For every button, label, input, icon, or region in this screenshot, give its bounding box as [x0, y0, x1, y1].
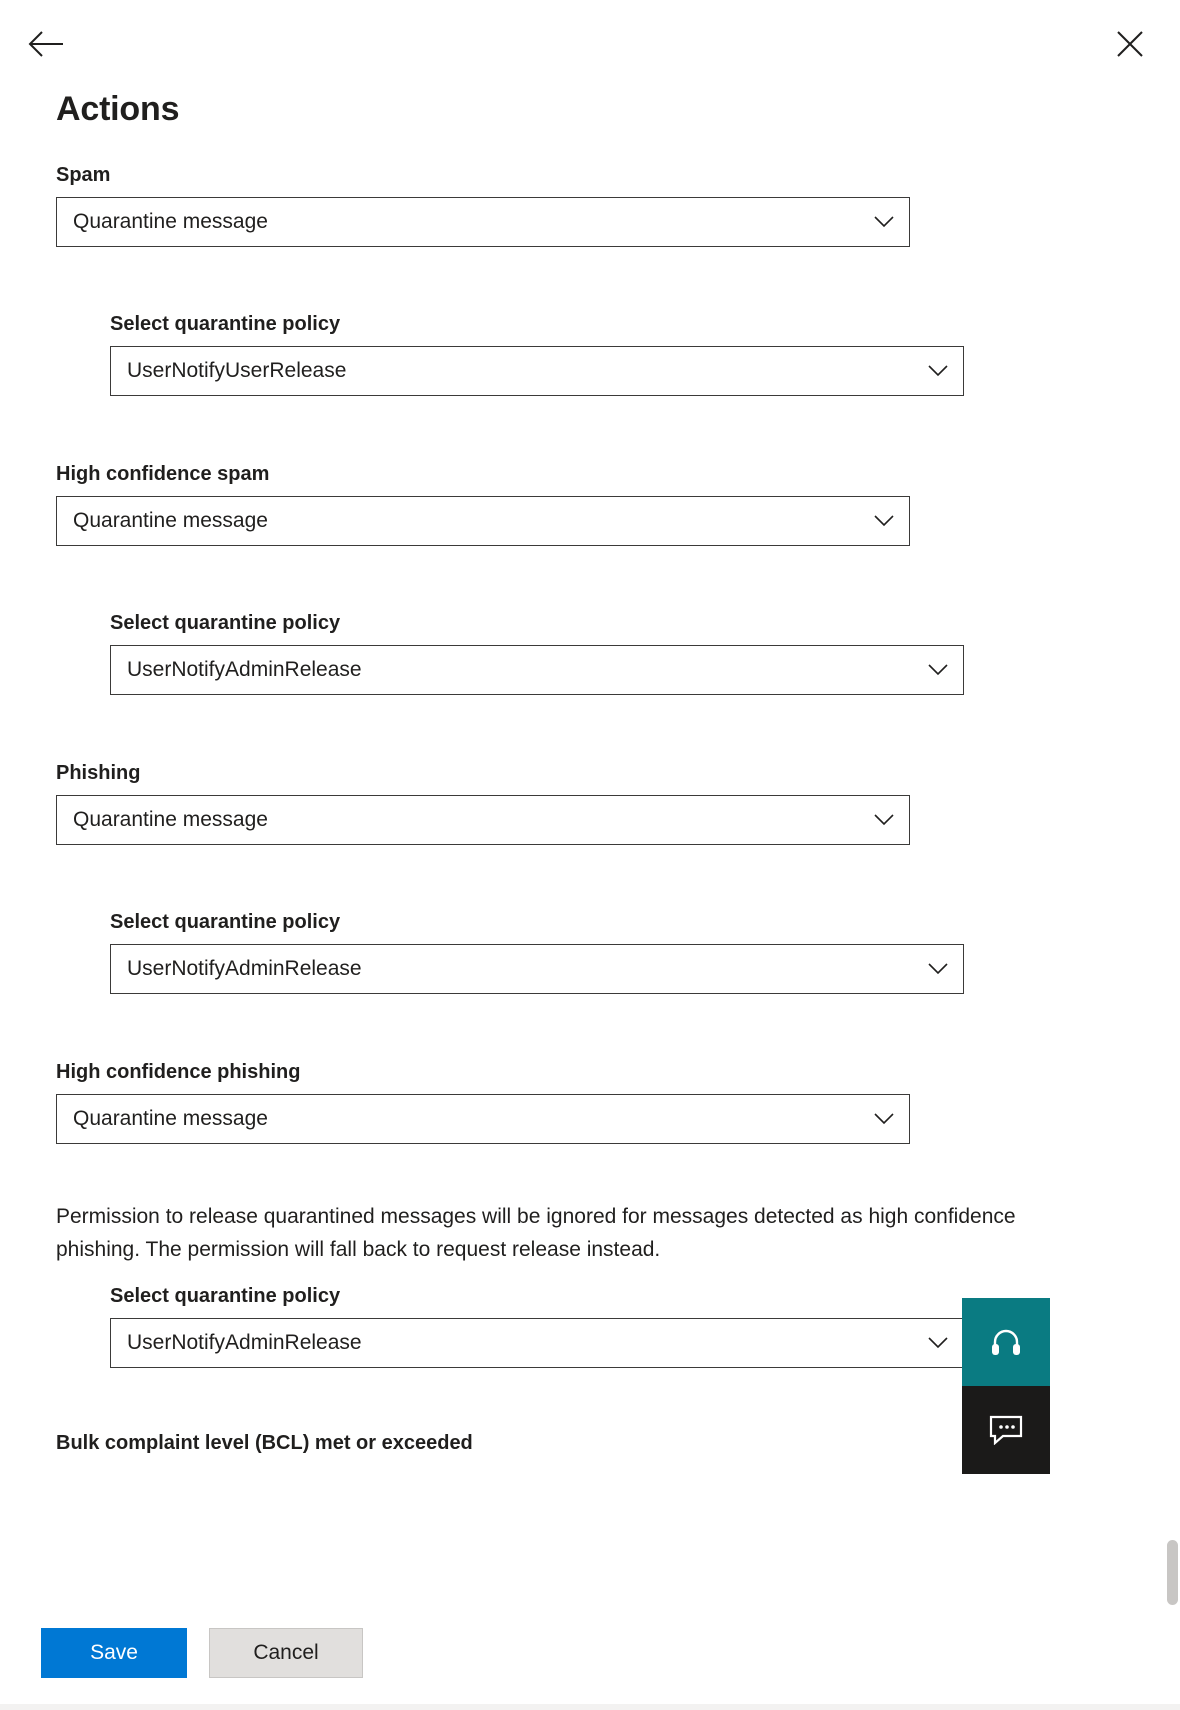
save-button[interactable]: Save — [41, 1628, 187, 1678]
vertical-scrollbar[interactable] — [1164, 0, 1180, 1605]
field-label-phishing: Phishing — [56, 762, 141, 784]
field-label-high-confidence-spam: High confidence spam — [56, 463, 270, 485]
chevron-down-icon — [927, 360, 949, 382]
field-high-confidence-spam — [56, 463, 910, 546]
dropdown-high-confidence-spam-action-value: Quarantine message — [73, 509, 268, 532]
chevron-down-icon — [873, 809, 895, 831]
dropdown-high-confidence-spam-policy[interactable] — [110, 645, 964, 695]
chevron-down-icon — [873, 1108, 895, 1130]
dropdown-phishing-action-value: Quarantine message — [73, 808, 268, 831]
dropdown-spam-policy-value: UserNotifyUserRelease — [127, 359, 347, 382]
field-label-spam: Spam — [56, 164, 111, 186]
field-high-confidence-phishing-policy — [110, 1285, 964, 1368]
field-label-high-confidence-spam-policy: Select quarantine policy — [110, 612, 341, 634]
window-bottom-edge — [0, 1704, 1180, 1710]
field-high-confidence-spam-policy — [110, 612, 964, 695]
support-button[interactable] — [962, 1298, 1050, 1386]
feedback-icon — [989, 1415, 1023, 1445]
chevron-down-icon — [873, 510, 895, 532]
field-label-high-confidence-phishing: High confidence phishing — [56, 1061, 301, 1083]
field-label-high-confidence-phishing-policy: Select quarantine policy — [110, 1285, 341, 1307]
dropdown-phishing-action[interactable] — [56, 795, 910, 845]
scrollbar-thumb[interactable] — [1167, 1540, 1178, 1605]
field-high-confidence-phishing — [56, 1061, 910, 1144]
field-phishing-policy — [110, 911, 964, 994]
dropdown-phishing-policy-value: UserNotifyAdminRelease — [127, 957, 362, 980]
dropdown-high-confidence-phishing-action[interactable] — [56, 1094, 910, 1144]
dropdown-high-confidence-spam-policy-value: UserNotifyAdminRelease — [127, 658, 362, 681]
field-spam — [56, 164, 910, 247]
chevron-down-icon — [927, 958, 949, 980]
dropdown-spam-action-value: Quarantine message — [73, 210, 268, 233]
headset-icon — [989, 1325, 1023, 1359]
field-label-phishing-policy: Select quarantine policy — [110, 911, 341, 933]
chevron-down-icon — [927, 659, 949, 681]
dropdown-spam-policy[interactable] — [110, 346, 964, 396]
chevron-down-icon — [873, 211, 895, 233]
field-label-spam-policy: Select quarantine policy — [110, 313, 341, 335]
field-spam-policy — [110, 313, 964, 396]
chevron-down-icon — [927, 1332, 949, 1354]
dropdown-phishing-policy[interactable] — [110, 944, 964, 994]
dropdown-high-confidence-phishing-policy-value: UserNotifyAdminRelease — [127, 1331, 362, 1354]
feedback-button[interactable] — [962, 1386, 1050, 1474]
page-title: Actions — [56, 90, 180, 128]
panel-footer — [0, 1605, 1180, 1710]
help-widget-stack — [962, 1298, 1050, 1474]
dropdown-high-confidence-phishing-action-value: Quarantine message — [73, 1107, 268, 1130]
dropdown-high-confidence-phishing-policy[interactable] — [110, 1318, 964, 1368]
high-confidence-phishing-note: Permission to release quarantined messages will be ignored for messages detected as high confidence phishing. The permission will fall back to request release instead. — [56, 1205, 1016, 1261]
dropdown-high-confidence-spam-action[interactable] — [56, 496, 910, 546]
dropdown-spam-action[interactable] — [56, 197, 910, 247]
cancel-button[interactable]: Cancel — [209, 1628, 363, 1678]
field-label-bulk-complaint-level: Bulk complaint level (BCL) met or exceeded — [56, 1432, 473, 1454]
field-phishing — [56, 762, 910, 845]
